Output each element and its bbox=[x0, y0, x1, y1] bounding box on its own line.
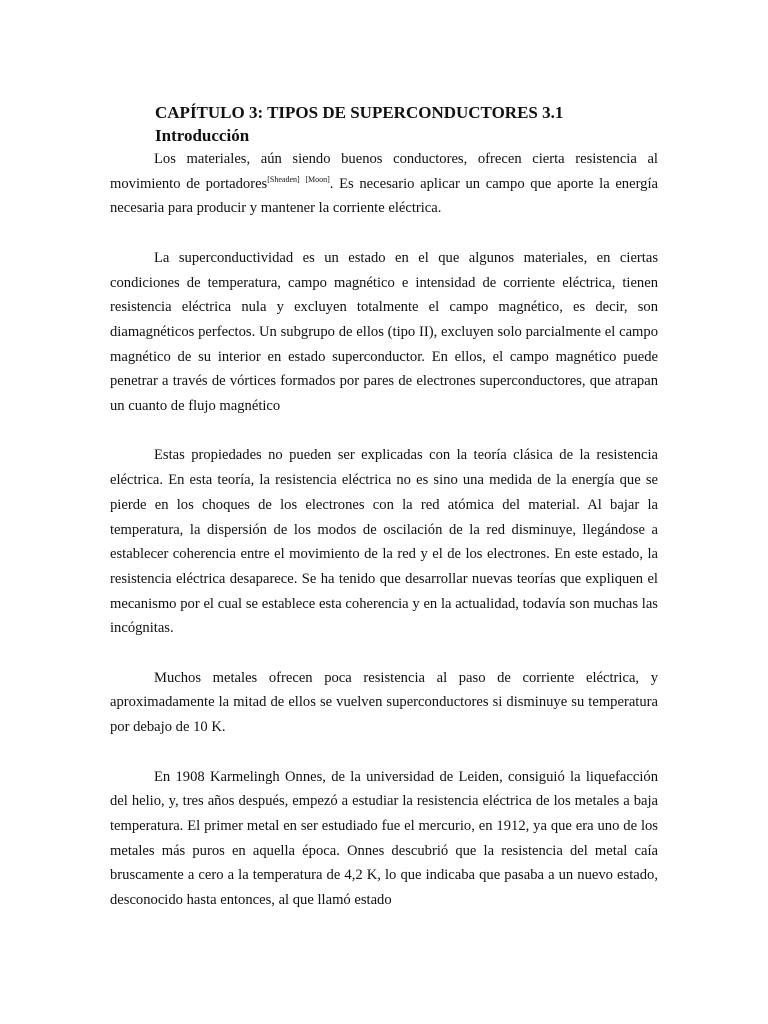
paragraph-1 bbox=[110, 147, 658, 221]
paragraph-1-end: . Es necesario aplicar un campo que aporte la energía necesaria para producir y mantener la corriente eléctrica. bbox=[110, 175, 659, 217]
document-page bbox=[110, 101, 658, 913]
section-title: Introducción bbox=[155, 126, 250, 145]
citation-sheaden[interactable]: [Sheaden] bbox=[267, 174, 300, 184]
citation-moon[interactable]: [Moon] bbox=[305, 174, 330, 184]
paragraph-1-start: Los materiales, aún siendo buenos conductores, ofrecen cierta resistencia al movimiento de portadores bbox=[110, 151, 658, 192]
paragraph-gap bbox=[110, 641, 658, 666]
paragraph-4: Muchos metales ofrecen poca resistencia al paso de corriente eléctrica, y aproximadamente la mitad de ellos se vuelven superconductores si disminuye su temperatura por debajo de 10 K. bbox=[110, 669, 658, 736]
chapter-title: CAPÍTULO 3: TIPOS DE SUPERCONDUCTORES 3.1 bbox=[155, 103, 564, 122]
paragraph-3: Estas propiedades no pueden ser explicadas con la teoría clásica de la resistencia eléctrica. En esta teoría, la resistencia eléctrica no es sino una medida de la energía que se pierde en los choques de los electrones con la red atómica del material. Al bajar la temperatura, la dispersión de los modos de oscilación de la red disminuye, llegándose a establecer coherencia entre el movimiento de la red y el de los electrones. En este estado, la resistencia eléctrica desaparece. Se ha tenido que desarrollar nuevas teorías que expliquen el mecanismo por el cual se establece esta coherencia y en la actualidad, todavía son muchas las incógnitas. bbox=[110, 447, 658, 637]
paragraph-2: La superconductividad es un estado en el que algunos materiales, en ciertas condiciones de temperatura, campo magnético e intensidad de corriente eléctrica, tienen resistencia eléctrica nula y excluyen totalmente el campo magnético, es decir, son diamagnéticos perfectos. Un subgrupo de ellos (tipo II), excluyen solo parcialmente el campo magnético de su interior en estado superconductor. En ellos, el campo magnético puede penetrar a través de vórtices formados por pares de electrones superconductores, que atrapan un cuanto de flujo magnético bbox=[110, 249, 658, 415]
paragraph-gap bbox=[110, 221, 658, 246]
paragraph-gap bbox=[110, 419, 658, 444]
paragraph-gap bbox=[110, 740, 658, 765]
paragraph-5: En 1908 Karmelingh Onnes, de la universidad de Leiden, consiguió la liquefacción del helio, y, tres años después, empezó a estudiar la resistencia eléctrica de los metales a baja temperatura. El primer metal en ser estudiado fue el mercurio, en 1912, ya que era uno de los metales más puros en aquella época. Onnes descubrió que la resistencia del metal caía bruscamente a cero a la temperatura de 4,2 K, lo que indicaba que pasaba a un nuevo estado, desconocido hasta entonces, al que llamó estado bbox=[110, 768, 658, 909]
